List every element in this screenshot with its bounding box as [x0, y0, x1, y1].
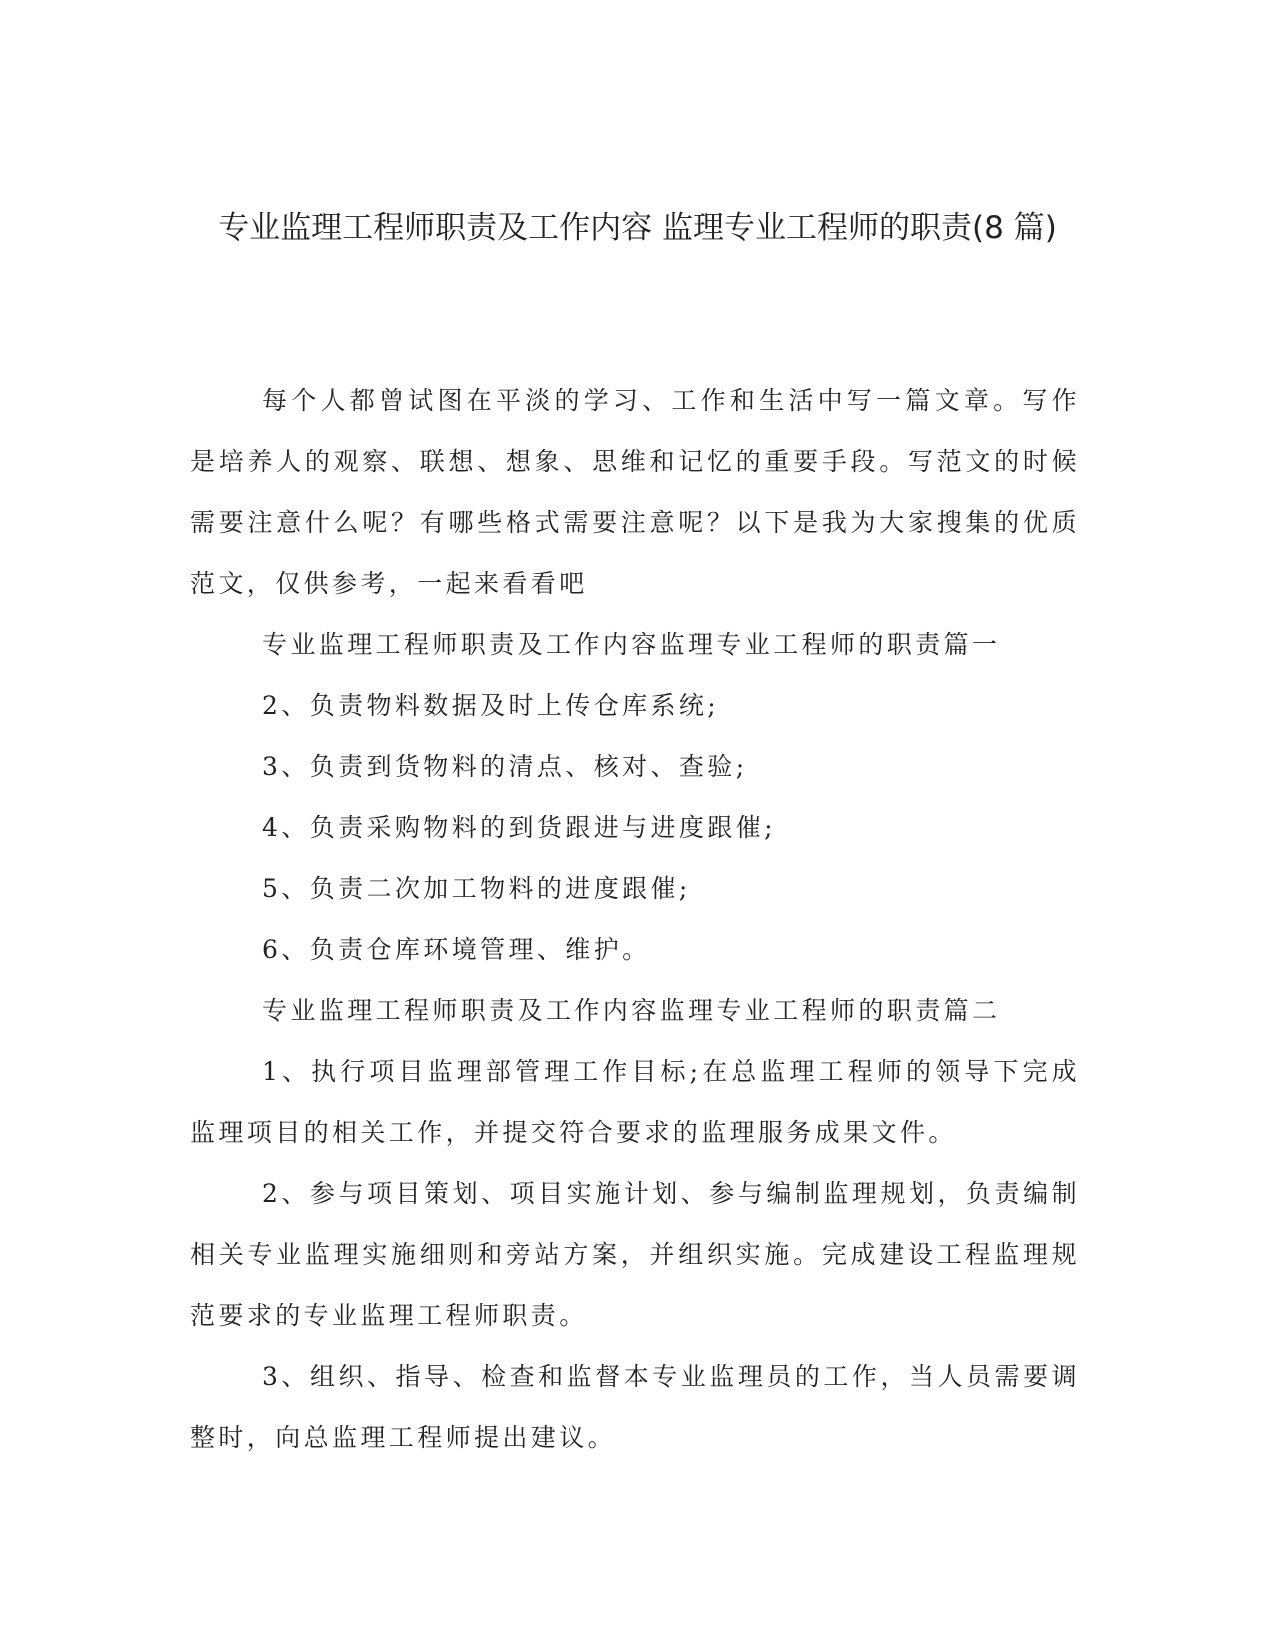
list-item: 4、负责采购物料的到货跟进与进度跟催;: [262, 813, 776, 842]
document-title: 专业监理工程师职责及工作内容 监理专业工程师的职责(8 篇): [218, 210, 1057, 246]
list-item: 6、负责仓库环境管理、维护。: [262, 935, 651, 964]
list-item: 3、组织、指导、检查和监督本专业监理员的工作，当人员需要调整时，向总监理工程师提出建议。: [190, 1362, 1080, 1452]
intro-paragraph: 每个人都曾试图在平淡的学习、工作和生活中写一篇文章。写作是培养人的观察、联想、想象、思维和记忆的重要手段。写范文的时候需要注意什么呢？有哪些格式需要注意呢？以下是我为大家搜集的优质范文，仅供参考，一起来看看吧: [190, 386, 1080, 598]
section-heading-part-two: 专业监理工程师职责及工作内容监理专业工程师的职责篇二: [262, 996, 1001, 1025]
list-item: 2、负责物料数据及时上传仓库系统;: [262, 691, 720, 720]
list-item: 1、执行项目监理部管理工作目标;在总监理工程师的领导下完成监理项目的相关工作，并提交符合要求的监理服务成果文件。: [190, 1057, 1080, 1147]
section-heading-part-one: 专业监理工程师职责及工作内容监理专业工程师的职责篇一: [262, 630, 1001, 659]
list-item: 2、参与项目策划、项目实施计划、参与编制监理规划，负责编制相关专业监理实施细则和旁站方案，并组织实施。完成建设工程监理规范要求的专业监理工程师职责。: [190, 1179, 1080, 1330]
list-item: 5、负责二次加工物料的进度跟催;: [262, 874, 691, 903]
list-item: 3、负责到货物料的清点、核对、查验;: [262, 752, 748, 781]
document-body: [190, 370, 1080, 1468]
